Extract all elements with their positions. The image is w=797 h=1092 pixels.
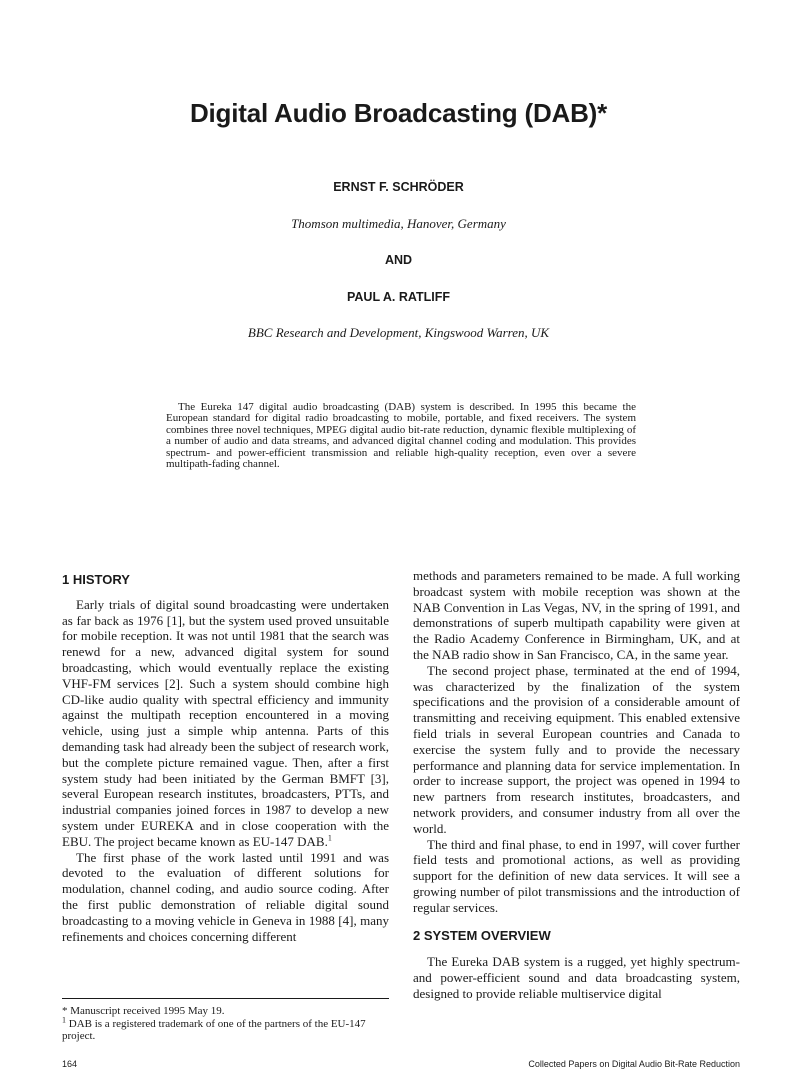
affiliation-1: Thomson multimedia, Hanover, Germany bbox=[291, 216, 506, 231]
affiliation-2: BBC Research and Development, Kingswood Warren, UK bbox=[247, 325, 550, 340]
author-2: PAUL A. RATLIFF bbox=[347, 290, 450, 304]
history-paragraph-2-continued: methods and parameters remained to be made. A full working broadcast system with mobile reception was shown at the NAB Convention in Las Vegas, NV, in the spring of 1991, and demonstrations of superb multipath capability were given at the Radio Academy Conference in Birmingham, UK, and at the NAB radio show in San Francisco, CA, in the same year. bbox=[413, 568, 740, 662]
abstract: The Eureka 147 digital audio broadcasting (DAB) system is described. In 1995 this became the European standard for digital radio broadcasting to mobile, portable, and fixed receivers. The system combines three novel techniques, MPEG digital audio bit-rate reduction, dynamic flexible multiplexing of a number of audio and data streams, and advanced digital channel coding and modulation. This provides spectrum- and power-efficient transmission and reliable high-quality reception, even over a severe multipath-fading channel. bbox=[166, 401, 636, 471]
footnote-manuscript: * Manuscript received 1995 May 19. bbox=[62, 1005, 225, 1017]
left-column bbox=[62, 568, 389, 944]
section-heading-system-overview: 2 SYSTEM OVERVIEW bbox=[413, 927, 551, 943]
author-conjunction: AND bbox=[384, 253, 413, 267]
footnote-trademark bbox=[62, 1014, 389, 1043]
footnote-1-marker: 1 bbox=[62, 1014, 66, 1024]
history-paragraph-1-text: Early trials of digital sound broadcasting were undertaken as far back as 1976 [1], but the system used proved unsuitable for mobile reception. It was not until 1981 that the search was renewd for a new, advanced digital system for sound broadcasting, which would eventually replace the existing VHF-FM services [2]. Such a system should combine high CD-like audio quality with spectral efficiency and immunity against the multipath reception encountered in a moving vehicle, using just a simple whip antenna. Parts of this demanding task had already been the subject of research work, but the complete picture remained vague. Then, after a first system study had been initiated by the German BMFT [3], several European research institutes, broadcasters, PTTs, and industrial companies joined forces in 1987 to develop a new system under EUREKA and in close cooperation with the EBU. The project became known as EU-147 DAB. bbox=[62, 596, 389, 849]
paper-title: Digital Audio Broadcasting (DAB)* bbox=[189, 98, 608, 128]
footnotes bbox=[62, 998, 389, 1043]
section-heading-history: 1 HISTORY bbox=[62, 572, 130, 587]
author-1: ERNST F. SCHRÖDER bbox=[333, 180, 464, 194]
history-paragraph-2: The first phase of the work lasted until 1991 and was devoted to the evaluation of different solutions for modulation, channel coding, and audio source coding. After the first public demonstration of reliable digital sound broadcasting to a moving vehicle in Geneva in 1988 [4], many refinements and choices concerning different bbox=[62, 849, 389, 944]
history-paragraph-4: The third and final phase, to end in 1997, will cover further field tests and promotional actions, as well as providing support for the definition of new data services. It will see a growing number of pilot transmissions and the introduction of regular services. bbox=[413, 836, 740, 915]
page-number: 164 bbox=[62, 1059, 78, 1069]
book-title: Collected Papers on Digital Audio Bit-Rate Reduction bbox=[528, 1059, 740, 1069]
history-paragraph-1 bbox=[62, 597, 389, 850]
footnote-1-text: DAB is a registered trademark of one of the partners of the EU-147 project. bbox=[62, 1017, 366, 1042]
system-overview-paragraph-1: The Eureka DAB system is a rugged, yet highly spectrum- and power-efficient sound and data broadcasting system, designed to provide reliable multiservice digital bbox=[413, 954, 740, 1001]
history-paragraph-3: The second project phase, terminated at the end of 1994, was characterized by the finalization of the system specifications and the provision of a considerable amount of transmitting and receiving equipment. This enabled extensive field trials in several European countries and Canada to exercise the system fully and to provide the necessary performance and planning data for service implementation. In order to increase support, the project was opened in 1994 to new partners from research institutes, broadcasters, and network providers, and consumer industry from all over the world. bbox=[413, 662, 740, 836]
footnote-marker-1: 1 bbox=[327, 833, 332, 843]
right-column bbox=[413, 568, 740, 1002]
